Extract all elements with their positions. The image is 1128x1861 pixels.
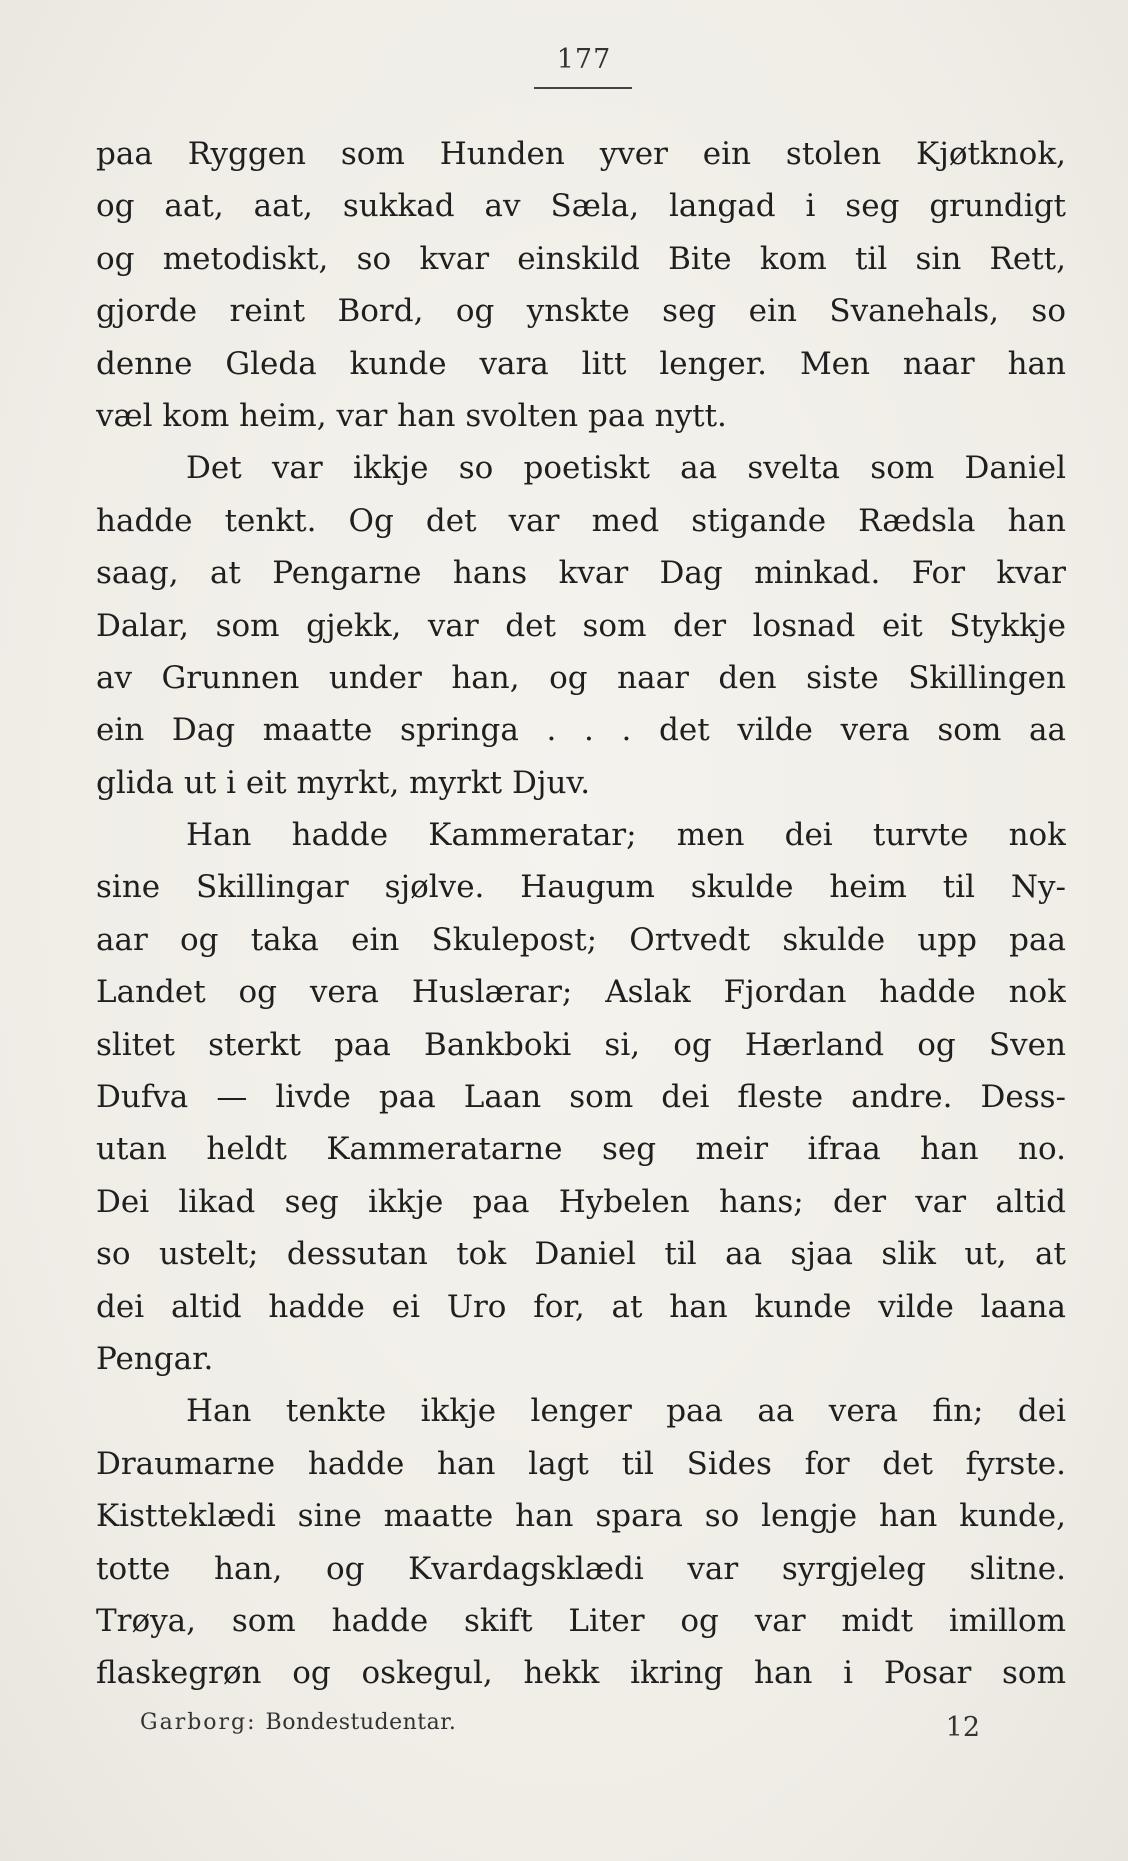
page-footer (140, 1710, 980, 1750)
page-number: 177 (556, 44, 612, 75)
text-line: hadde tenkt. Og det var med stigande Rædsla han (96, 502, 1066, 539)
text-line: totte han, og Kvardagsklædi var syrgjeleg slitne. (96, 1550, 1066, 1587)
text-line: Han hadde Kammeratar; men dei turvte nok (186, 817, 1066, 854)
text-line: so ustelt; dessutan tok Daniel til aa sjaa slik ut, at (96, 1236, 1066, 1273)
text-line: Trøya, som hadde skift Liter og var midt imillom (96, 1602, 1066, 1639)
text-line: saag, at Pengarne hans kvar Dag minkad. For kvar (96, 555, 1066, 592)
signature-line (140, 1710, 456, 1735)
text-line: og aat, aat, sukkad av Sæla, langad i seg grundigt (96, 188, 1066, 225)
text-line: slitet sterkt paa Bankboki si, og Hærland og Sven (96, 1026, 1066, 1063)
text-line: paa Ryggen som Hunden yver ein stolen Kjøtknok, (96, 136, 1066, 172)
text-line: dei altid hadde ei Uro for, at han kunde vilde laana (96, 1288, 1066, 1325)
text-line: av Grunnen under han, og naar den siste Skillingen (96, 659, 1066, 696)
text-line: glida ut i eit myrkt, myrkt Djuv. (96, 764, 591, 801)
text-line: flaskegrøn og oskegul, hekk ikring han i Posar som (96, 1655, 1066, 1692)
text-line: Landet og vera Huslærar; Aslak Fjordan hadde nok (96, 974, 1066, 1011)
text-line: og metodiskt, so kvar einskild Bite kom til sin Rett, (96, 240, 1066, 277)
header-rule (534, 87, 632, 89)
text-line: Dufva — livde paa Laan som dei fleste andre. Dess- (96, 1079, 1066, 1116)
text-line: ein Dag maatte springa . . . det vilde vera som aa (96, 712, 1066, 749)
text-line: Dalar, som gjekk, var det som der losnad eit Stykkje (96, 607, 1066, 644)
footer-author: Garborg: (140, 1710, 257, 1735)
text-line: Dei likad seg ikkje paa Hybelen hans; der var altid (96, 1183, 1066, 1220)
text-line: Det var ikkje so poetiskt aa svelta som Daniel (186, 450, 1066, 487)
text-line: sine Skillingar sjølve. Haugum skulde heim til Ny- (96, 869, 1066, 906)
text-line: Draumarne hadde han lagt til Sides for det fyrste. (96, 1445, 1066, 1482)
sheet-number: 12 (945, 1712, 980, 1743)
text-line: aar og taka ein Skulepost; Ortvedt skulde upp paa (96, 921, 1066, 958)
footer-title: Bondestudentar. (265, 1710, 457, 1735)
text-line: væl kom heim, var han svolten paa nytt. (96, 397, 727, 434)
text-line: Kistteklædi sine maatte han spara so lengje han kunde, (96, 1498, 1066, 1535)
text-line: Pengar. (96, 1340, 214, 1377)
text-line: gjorde reint Bord, og ynskte seg ein Svanehals, so (96, 293, 1066, 330)
body-text (96, 128, 1066, 1700)
text-line: utan heldt Kammeratarne seg meir ifraa han no. (96, 1131, 1066, 1168)
text-line: denne Gleda kunde vara litt lenger. Men naar han (96, 345, 1066, 382)
text-line: Han tenkte ikkje lenger paa aa vera fin; dei (186, 1393, 1066, 1430)
